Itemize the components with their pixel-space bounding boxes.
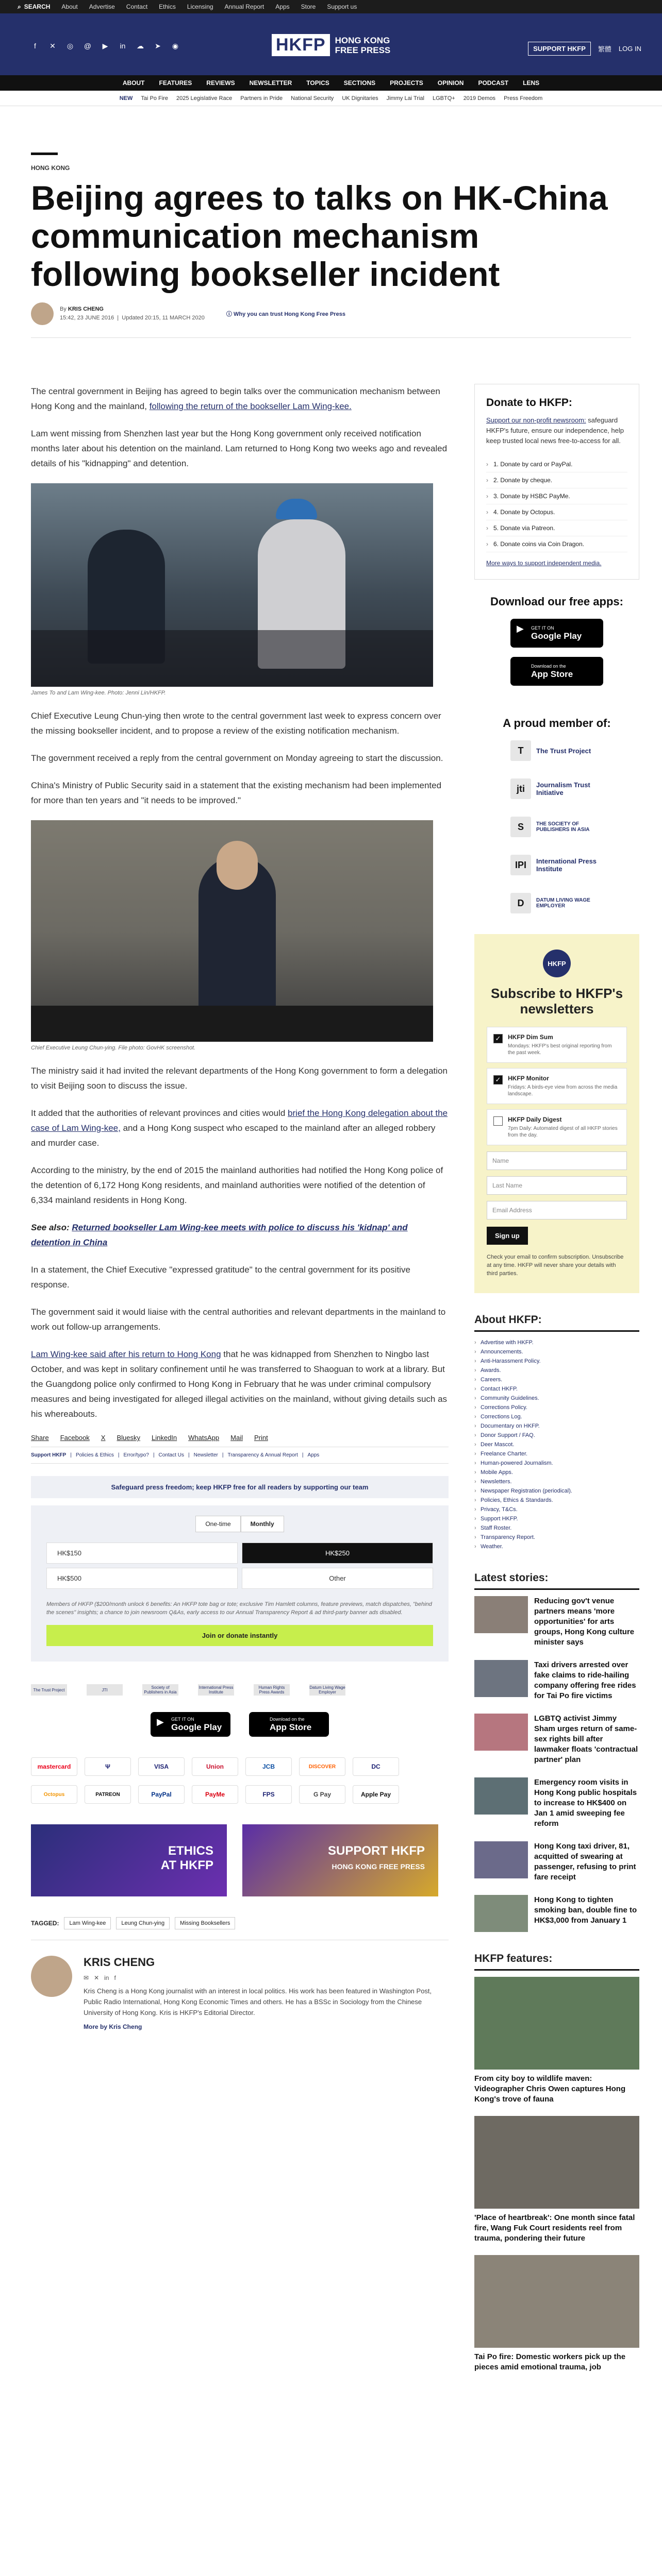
- author-box: [31, 1940, 449, 2030]
- util-link-apps[interactable]: Apps: [275, 3, 290, 10]
- story-item[interactable]: [474, 1714, 639, 1765]
- paragraph: The central government in Beijing has agreed to begin talks over the communication mechanism between Hong Kong and the mainland, following the return of the bookseller Lam Wing-kee.: [31, 386, 440, 411]
- member-logo[interactable]: D DATUM LIVING WAGE EMPLOYER: [510, 893, 603, 913]
- about-link[interactable]: › Weather.: [474, 1542, 639, 1551]
- latest-stories: [474, 1572, 639, 1932]
- inline-link[interactable]: brief the Hong Kong delegation about the case of Lam Wing-kee,: [31, 1108, 448, 1133]
- author-avatar-large[interactable]: [31, 1956, 72, 1997]
- util-link-annual-report[interactable]: Annual Report: [224, 3, 264, 10]
- paragraph: The government said it would liaise with the central authorities and relevant departments in the mainland to work out follow-up arrangements.: [31, 1307, 446, 1332]
- newsletter-signup: [474, 934, 639, 1293]
- photo-caption: James To and Lam Wing-kee. Photo: Jenni Lin/HKFP.: [31, 690, 166, 696]
- amount-option[interactable]: HK$500: [46, 1568, 238, 1589]
- about-link[interactable]: › Privacy, T&Cs.: [474, 1505, 639, 1514]
- monthly-option[interactable]: Monthly: [241, 1516, 284, 1532]
- util-link-support[interactable]: Support us: [327, 3, 357, 10]
- member-logo[interactable]: T The Trust Project: [510, 740, 603, 761]
- features-title: HKFP features:: [474, 1953, 639, 1971]
- nav-lens[interactable]: LENS: [523, 79, 540, 87]
- trending-item[interactable]: LGBTQ+: [432, 95, 455, 101]
- email-icon[interactable]: ✉: [84, 1974, 89, 1981]
- sidebar: [474, 384, 639, 2384]
- diners-logo: DC: [353, 1757, 399, 1776]
- story-item[interactable]: [474, 1596, 639, 1648]
- main-nav: [0, 75, 662, 91]
- about-link[interactable]: › Anti-Harassment Policy.: [474, 1357, 639, 1366]
- payme-logo: PayMe: [192, 1785, 238, 1804]
- google-play-button[interactable]: ▶ GET IT ON Google Play: [151, 1712, 230, 1737]
- google-play-button[interactable]: ▶ GET IT ON Google Play: [510, 619, 603, 648]
- donate-option[interactable]: › 1. Donate by card or PayPal.: [486, 456, 627, 472]
- paragraph: In a statement, the Chief Executive "expressed gratitude" to the central government for its positive response.: [31, 1265, 410, 1290]
- about-link[interactable]: › Awards.: [474, 1366, 639, 1375]
- article-header: [0, 106, 662, 338]
- util-link-about[interactable]: About: [61, 3, 78, 10]
- logo-mark: HKFP: [272, 34, 330, 56]
- paragraph: Lam Wing-kee said after his return to Hong Kong that he was kidnapped from Shenzhen to Ningbo last October, and was kept in solitary confinement until he was transferred to Shaoguan to work at a library. But the Guangdong police only confirmed to Hong Kong in February that he was under criminal compulsory measures and being investigated for alleged illegal activities on the mainland, without giving details such as his whereabouts.: [31, 1349, 448, 1419]
- story-item[interactable]: [474, 1777, 639, 1829]
- tags-row: [31, 1917, 449, 1929]
- member-logo[interactable]: jti Journalism Trust Initiative: [510, 778, 603, 799]
- frequency-toggle: [46, 1516, 433, 1532]
- sidebar-app-badges: [474, 619, 639, 686]
- donate-box: [474, 384, 639, 580]
- newsletter-option[interactable]: ✓ HKFP Dim Sum Mondays: HKFP's best original reporting from the past week.: [487, 1027, 627, 1063]
- login-link[interactable]: LOG IN: [618, 45, 641, 53]
- share-whatsapp[interactable]: WhatsApp: [188, 1434, 220, 1442]
- facebook-icon[interactable]: f: [114, 1974, 116, 1981]
- paragraph: It added that the authorities of relevant provinces and cities would brief the Hong Kong delegation about the case of Lam Wing-kee, and a Hong Kong suspect who escaped to the mainland after an alleged robbery and murder case.: [31, 1108, 448, 1148]
- google-play-icon: ▶: [157, 1717, 164, 1727]
- bluesky-icon[interactable]: ☁: [137, 42, 144, 50]
- share-x[interactable]: X: [101, 1434, 106, 1442]
- telegram-icon[interactable]: ➤: [155, 42, 161, 50]
- latest-title: Latest stories:: [474, 1572, 639, 1590]
- donate-intro: Support our non-profit newsroom: safeguard HKFP's future, ensure our independence, help keep trusted local news free-to-access for all.: [486, 416, 624, 445]
- linkedin-icon[interactable]: in: [104, 1974, 109, 1981]
- discover-logo: DISCOVER: [299, 1757, 345, 1776]
- util-link-contact[interactable]: Contact: [126, 3, 148, 10]
- story-thumbnail[interactable]: [474, 1596, 528, 1633]
- byline: [31, 302, 631, 338]
- byline-meta: By KRIS CHENG 15:42, 23 JUNE 2016 | Updated 20:15, 11 MARCH 2020: [60, 306, 205, 321]
- checkbox-checked[interactable]: ✓: [493, 1034, 503, 1043]
- trending-item[interactable]: National Security: [291, 95, 334, 101]
- newsletter-option[interactable]: ✓ HKFP Monitor Fridays: A birds-eye view from across the media landscape.: [487, 1068, 627, 1104]
- utility-bar: [0, 0, 662, 13]
- partner-logos: [31, 1684, 449, 1696]
- donate-widget: [31, 1505, 449, 1662]
- more-ways-link[interactable]: More ways to support independent media.: [486, 560, 602, 567]
- feature-image[interactable]: [474, 1977, 639, 2070]
- about-link[interactable]: › Donor Support / FAQ.: [474, 1431, 639, 1440]
- policy-ethics[interactable]: Policies & Ethics: [75, 1452, 114, 1458]
- about-link[interactable]: › Newsletters.: [474, 1477, 639, 1486]
- about-link[interactable]: › Contact HKFP.: [474, 1384, 639, 1394]
- info-icon: ⓘ: [226, 311, 232, 317]
- about-link[interactable]: › Transparency Report.: [474, 1533, 639, 1542]
- signup-button[interactable]: Sign up: [487, 1227, 528, 1245]
- support-hkfp-button[interactable]: SUPPORT HKFP: [528, 42, 591, 56]
- policy-support[interactable]: Support HKFP: [31, 1452, 67, 1458]
- trending-item[interactable]: Tai Po Fire: [141, 95, 168, 101]
- hrpa-logo[interactable]: Human Rights Press Awards: [254, 1684, 290, 1696]
- newsletter-fineprint: Check your email to confirm subscription. Unsubscribe at any time. HKFP will never share your details with third parties.: [487, 1254, 624, 1277]
- youtube-icon[interactable]: ▶: [102, 42, 108, 50]
- story-thumbnail[interactable]: [474, 1841, 528, 1878]
- policy-newsletter[interactable]: Newsletter: [193, 1452, 218, 1458]
- published-date: 15:42, 23 JUNE 2016: [60, 315, 114, 321]
- share-linkedin[interactable]: LinkedIn: [152, 1434, 177, 1442]
- donate-strip[interactable]: Safeguard press freedom; keep HKFP free for all readers by supporting our team: [31, 1476, 449, 1498]
- ipi-logo[interactable]: International Press Institute: [198, 1685, 234, 1694]
- donate-option[interactable]: › 4. Donate by Octopus.: [486, 504, 627, 520]
- linkedin-icon[interactable]: in: [120, 42, 126, 50]
- hkfp-badge: HKFP: [543, 950, 571, 977]
- paragraph: The ministry said it had invited the relevant departments of the Hong Kong government to form a delegation to visit Beijing soon to discuss the issue.: [31, 1066, 448, 1091]
- paragraph: According to the ministry, by the end of 2015 the mainland authorities had notified the Hong Kong police of the detention of 6,172 Hong Kong residents, and mainland authorities were notified of the detention of 6,334 mainland residents in Hong Kong.: [31, 1165, 443, 1205]
- section-tag[interactable]: HONG KONG: [31, 164, 70, 172]
- trending-item[interactable]: 2025 Legislative Race: [176, 95, 233, 101]
- about-link[interactable]: › Staff Roster.: [474, 1523, 639, 1533]
- share-bar: [31, 1434, 449, 1447]
- share-print[interactable]: Print: [254, 1434, 268, 1442]
- social-links: [31, 42, 179, 50]
- about-title: About HKFP:: [474, 1314, 639, 1332]
- author-socials: [84, 1974, 449, 1981]
- trust-project-logo[interactable]: The Trust Project: [31, 1684, 67, 1696]
- donate-intro-link[interactable]: Support our non-profit newsroom:: [486, 416, 586, 424]
- story-title[interactable]: Hong Kong to tighten smoking ban, double fine to HK$3,000 from January 1: [534, 1895, 637, 1925]
- member-benefits: Members of HKFP ($200/month unlock 6 benefits: An HKFP tote bag or tote; exclusive Tim Hamlett columns, feature previews, match dispatches, "behind the scenes" insights; a chance to join newsroom Q&As, early access to our Annual Transparency Report & ad third-party banner ads disabled.: [46, 1601, 432, 1616]
- section-bar: [31, 152, 58, 155]
- about-link[interactable]: › Careers.: [474, 1375, 639, 1384]
- tag-link[interactable]: Leung Chun-ying: [116, 1917, 170, 1929]
- share-label[interactable]: Share: [31, 1434, 49, 1442]
- paragraph: Chief Executive Leung Chun-ying then wrote to the central government last week to express concern over the missing bookseller incident, and to propose a review of the existing notification mechanism.: [31, 711, 441, 736]
- photo-caption: Chief Executive Leung Chun-ying. File photo: GovHK screenshot.: [31, 1045, 196, 1051]
- article-photo: [31, 820, 433, 1042]
- util-link-advertise[interactable]: Advertise: [89, 3, 115, 10]
- about-link[interactable]: › Support HKFP.: [474, 1514, 639, 1523]
- util-link-ethics[interactable]: Ethics: [159, 3, 176, 10]
- nav-topics[interactable]: TOPICS: [306, 79, 329, 87]
- member-logo[interactable]: S THE SOCIETY OF PUBLISHERS IN ASIA: [510, 817, 603, 837]
- checkbox-unchecked[interactable]: [493, 1116, 503, 1126]
- facebook-icon[interactable]: f: [34, 42, 36, 50]
- tags-label: TAGGED:: [31, 1920, 59, 1927]
- paragraph: Lam went missing from Shenzhen last year but the Hong Kong government only received notification months later about his detention on the mainland. Lam returned to Hong Kong two weeks ago and revealed details of his "kidnapping" and detention.: [31, 429, 448, 468]
- author-name[interactable]: KRIS CHENG: [84, 1956, 155, 1969]
- newsletter-option[interactable]: HKFP Daily Digest 7pm Daily: Automated digest of all HKFP stories from the day.: [487, 1109, 627, 1145]
- jcb-logo: JCB: [245, 1757, 292, 1776]
- search-icon: ⌕: [18, 3, 21, 10]
- share-mail[interactable]: Mail: [230, 1434, 243, 1442]
- about-link[interactable]: › Deer Mascot.: [474, 1440, 639, 1449]
- google-pay-logo: G Pay: [299, 1785, 345, 1804]
- story-item[interactable]: [474, 1895, 639, 1932]
- nav-projects[interactable]: PROJECTS: [390, 79, 423, 87]
- amount-options: [46, 1543, 433, 1589]
- trending-item[interactable]: Jimmy Lai Trial: [386, 95, 424, 101]
- policy-typo[interactable]: Error/typo?: [123, 1452, 149, 1458]
- about-link[interactable]: › Corrections Log.: [474, 1412, 639, 1421]
- amount-option[interactable]: HK$150: [46, 1543, 238, 1564]
- one-time-option[interactable]: One-time: [195, 1516, 240, 1532]
- about-hkfp: [474, 1314, 639, 1551]
- donate-option[interactable]: › 5. Donate via Patreon.: [486, 520, 627, 536]
- story-item[interactable]: [474, 1841, 639, 1883]
- sopa-logo[interactable]: Society of Publishers in Asia: [142, 1684, 178, 1696]
- patreon-logo: PATREON: [85, 1785, 131, 1804]
- about-link[interactable]: › Newspaper Registration (periodical).: [474, 1486, 639, 1496]
- article-body: [31, 384, 449, 2030]
- nav-newsletter[interactable]: NEWSLETTER: [249, 79, 292, 87]
- search-button[interactable]: ⌕ SEARCH: [18, 3, 51, 10]
- member-logos: [474, 740, 639, 913]
- app-store-button[interactable]: Download on the App Store: [510, 657, 603, 686]
- member-title: A proud member of:: [503, 717, 611, 730]
- donate-option[interactable]: › 3. Donate by HSBC PayMe.: [486, 488, 627, 504]
- paragraph: China's Ministry of Public Security said in a statement that the existing mechanism had been implemented for more than ten years and "it needs to be improved.": [31, 781, 442, 805]
- article-title: Beijing agrees to talks on HK-China communication mechanism following bookseller incident: [31, 179, 608, 293]
- app-store-button[interactable]: Download on the App Store: [249, 1712, 329, 1737]
- about-link[interactable]: › Advertise with HKFP.: [474, 1338, 639, 1347]
- jti-logo[interactable]: JTI: [87, 1684, 123, 1696]
- feature-item[interactable]: [474, 2116, 639, 2244]
- apple-pay-logo: Apple Pay: [353, 1785, 399, 1804]
- nav-podcast[interactable]: PODCAST: [478, 79, 509, 87]
- util-link-licensing[interactable]: Licensing: [187, 3, 213, 10]
- updated-date: Updated 20:15, 11 MARCH 2020: [122, 315, 205, 321]
- policy-transparency[interactable]: Transparency & Annual Report: [227, 1452, 298, 1458]
- author-avatar[interactable]: [31, 302, 54, 325]
- feature-title[interactable]: Tai Po fire: Domestic workers pick up the pieces amid emotional trauma, job: [474, 2352, 626, 2371]
- story-title[interactable]: Taxi drivers arrested over fake claims to ride-hailing company offering free rides for Tai Po fire victims: [534, 1660, 636, 1700]
- nav-reviews[interactable]: REVIEWS: [206, 79, 235, 87]
- about-link[interactable]: › Freelance Charter.: [474, 1449, 639, 1459]
- author-link[interactable]: KRIS CHENG: [68, 306, 104, 312]
- trending-bar: [0, 91, 662, 106]
- more-by-author-link[interactable]: More by Kris Cheng: [84, 2023, 142, 2030]
- hkfp-features: [474, 1953, 639, 2372]
- share-facebook[interactable]: Facebook: [60, 1434, 90, 1442]
- checkbox-checked[interactable]: ✓: [493, 1075, 503, 1084]
- language-switch[interactable]: 繁體: [598, 45, 611, 53]
- x-icon[interactable]: ✕: [49, 42, 56, 50]
- trending-item[interactable]: UK Dignitaries: [342, 95, 378, 101]
- ethics-banner[interactable]: ETHICS AT HKFP: [31, 1824, 227, 1896]
- visa-logo: VISA: [138, 1757, 185, 1776]
- story-thumbnail[interactable]: [474, 1714, 528, 1751]
- about-link[interactable]: › Corrections Policy.: [474, 1403, 639, 1412]
- about-link[interactable]: › Mobile Apps.: [474, 1468, 639, 1477]
- nav-features[interactable]: FEATURES: [159, 79, 192, 87]
- feature-item[interactable]: [474, 2255, 639, 2372]
- tag-link[interactable]: Missing Booksellers: [175, 1917, 235, 1929]
- about-link[interactable]: › Community Guidelines.: [474, 1394, 639, 1403]
- tag-link[interactable]: Lam Wing-kee: [64, 1917, 111, 1929]
- feature-title[interactable]: 'Place of heartbreak': One month since fatal fire, Wang Fuk Court residents reel from trauma, pondering their future: [474, 2213, 635, 2243]
- instagram-icon[interactable]: ◎: [67, 42, 74, 50]
- see-also-link[interactable]: Returned bookseller Lam Wing-kee meets with police to discuss his 'kidnap' and detention in China: [31, 1223, 408, 1247]
- rss-icon[interactable]: ◉: [172, 42, 179, 50]
- paragraph: The government received a reply from the central government on Monday agreeing to start the discussion.: [31, 753, 443, 763]
- policy-contact[interactable]: Contact Us: [158, 1452, 185, 1458]
- paypal-logo: PayPal: [138, 1785, 185, 1804]
- logo-text: HONG KONG FREE PRESS: [335, 35, 391, 55]
- amount-option-selected[interactable]: HK$250: [242, 1543, 433, 1564]
- apps-title: Download our free apps:: [490, 595, 623, 608]
- story-title[interactable]: LGBTQ activist Jimmy Sham urges return of same-sex rights bill after lawmaker floats 'contractual partner' plan: [534, 1714, 638, 1764]
- about-link[interactable]: › Documentary on HKFP.: [474, 1421, 639, 1431]
- octopus-logo: Octopus: [31, 1785, 77, 1804]
- article-photo: [31, 483, 433, 687]
- feature-item[interactable]: [474, 1977, 639, 2105]
- policy-apps[interactable]: Apps: [307, 1452, 320, 1458]
- feature-image[interactable]: [474, 2255, 639, 2348]
- share-bluesky[interactable]: Bluesky: [117, 1434, 140, 1442]
- trending-item[interactable]: Press Freedom: [504, 95, 543, 101]
- story-title[interactable]: Hong Kong taxi driver, 81, acquitted of swearing at passenger, refusing to print fare receipt: [534, 1842, 636, 1882]
- email-input[interactable]: Email Address: [487, 1201, 627, 1219]
- feature-image[interactable]: [474, 2116, 639, 2209]
- author-bio: Kris Cheng is a Hong Kong journalist with an interest in local politics. His work has been featured in Washington Post, Public Radio International, Hong Kong Economic Times and others. He has a BSSc in Sociology from the Chinese University of Hong Kong. Kris is HKFP's Editorial Director.: [84, 1987, 432, 2016]
- fps-logo: FPS: [245, 1785, 292, 1804]
- story-title[interactable]: Reducing gov't venue partners means 'more opportunities' for arts groups, Hong Kong culture minister says: [534, 1597, 635, 1647]
- google-play-icon: ▶: [517, 623, 524, 634]
- first-name-input[interactable]: Name: [487, 1151, 627, 1170]
- app-badges: [31, 1712, 449, 1737]
- donate-option[interactable]: › 6. Donate coins via Coin Dragon.: [486, 536, 627, 552]
- datum-logo[interactable]: Datum Living Wage Employer: [309, 1685, 345, 1694]
- about-link[interactable]: › Policies, Ethics & Standards.: [474, 1496, 639, 1505]
- story-title[interactable]: Emergency room visits in Hong Kong public hospitals to increase to HK$400 on Jan 1 amid sweeping fee reform: [534, 1778, 637, 1828]
- mastercard-logo: mastercard: [31, 1757, 77, 1776]
- join-donate-button[interactable]: Join or donate instantly: [46, 1625, 433, 1646]
- donate-title: Donate to HKFP:: [486, 397, 572, 409]
- trending-item[interactable]: Partners in Pride: [240, 95, 283, 101]
- about-link[interactable]: › Announcements.: [474, 1347, 639, 1357]
- member-logo[interactable]: IPI International Press Institute: [510, 855, 603, 875]
- nav-sections[interactable]: SECTIONS: [343, 79, 376, 87]
- site-header: [0, 13, 662, 75]
- amount-other[interactable]: Other: [242, 1568, 433, 1589]
- about-link[interactable]: › Human-powered Journalism.: [474, 1459, 639, 1468]
- policy-links: Support HKFP | Policies & Ethics | Error/typo? | Contact Us | Newsletter | Transparency & Annual Report | Apps: [31, 1447, 449, 1464]
- util-link-store[interactable]: Store: [301, 3, 316, 10]
- nav-opinion[interactable]: OPINION: [437, 79, 464, 87]
- story-thumbnail[interactable]: [474, 1777, 528, 1815]
- promo-banners: [31, 1824, 449, 1896]
- payment-logo: Ψ: [85, 1757, 131, 1776]
- story-thumbnail[interactable]: [474, 1660, 528, 1697]
- threads-icon[interactable]: @: [84, 42, 92, 50]
- story-thumbnail[interactable]: [474, 1895, 528, 1932]
- x-icon[interactable]: ✕: [94, 1974, 100, 1981]
- inline-link[interactable]: Lam Wing-kee said after his return to Hong Kong: [31, 1349, 221, 1359]
- feature-title[interactable]: From city boy to wildlife maven: Videographer Chris Owen captures Hong Kong's trove of fauna: [474, 2074, 626, 2104]
- support-banner[interactable]: SUPPORT HKFP HONG KONG FREE PRESS: [242, 1824, 438, 1896]
- story-item[interactable]: [474, 1660, 639, 1701]
- trending-item[interactable]: 2019 Demos: [463, 95, 496, 101]
- header-actions: [528, 42, 641, 56]
- see-also: See also: Returned bookseller Lam Wing-kee meets with police to discuss his 'kidnap' and detention in China: [31, 1223, 408, 1247]
- site-logo[interactable]: [272, 34, 390, 56]
- nav-about[interactable]: ABOUT: [122, 79, 145, 87]
- payment-methods: [31, 1757, 449, 1804]
- trending-label: NEW: [119, 95, 133, 101]
- inline-link[interactable]: following the return of the bookseller Lam Wing-kee.: [149, 401, 352, 411]
- donate-option[interactable]: › 2. Donate by cheque.: [486, 472, 627, 488]
- why-trust-link[interactable]: ⓘ Why you can trust Hong Kong Free Press: [226, 311, 345, 317]
- unionpay-logo: Union: [192, 1757, 238, 1776]
- newsletter-title: Subscribe to HKFP's newsletters: [490, 986, 623, 1016]
- last-name-input[interactable]: Last Name: [487, 1176, 627, 1195]
